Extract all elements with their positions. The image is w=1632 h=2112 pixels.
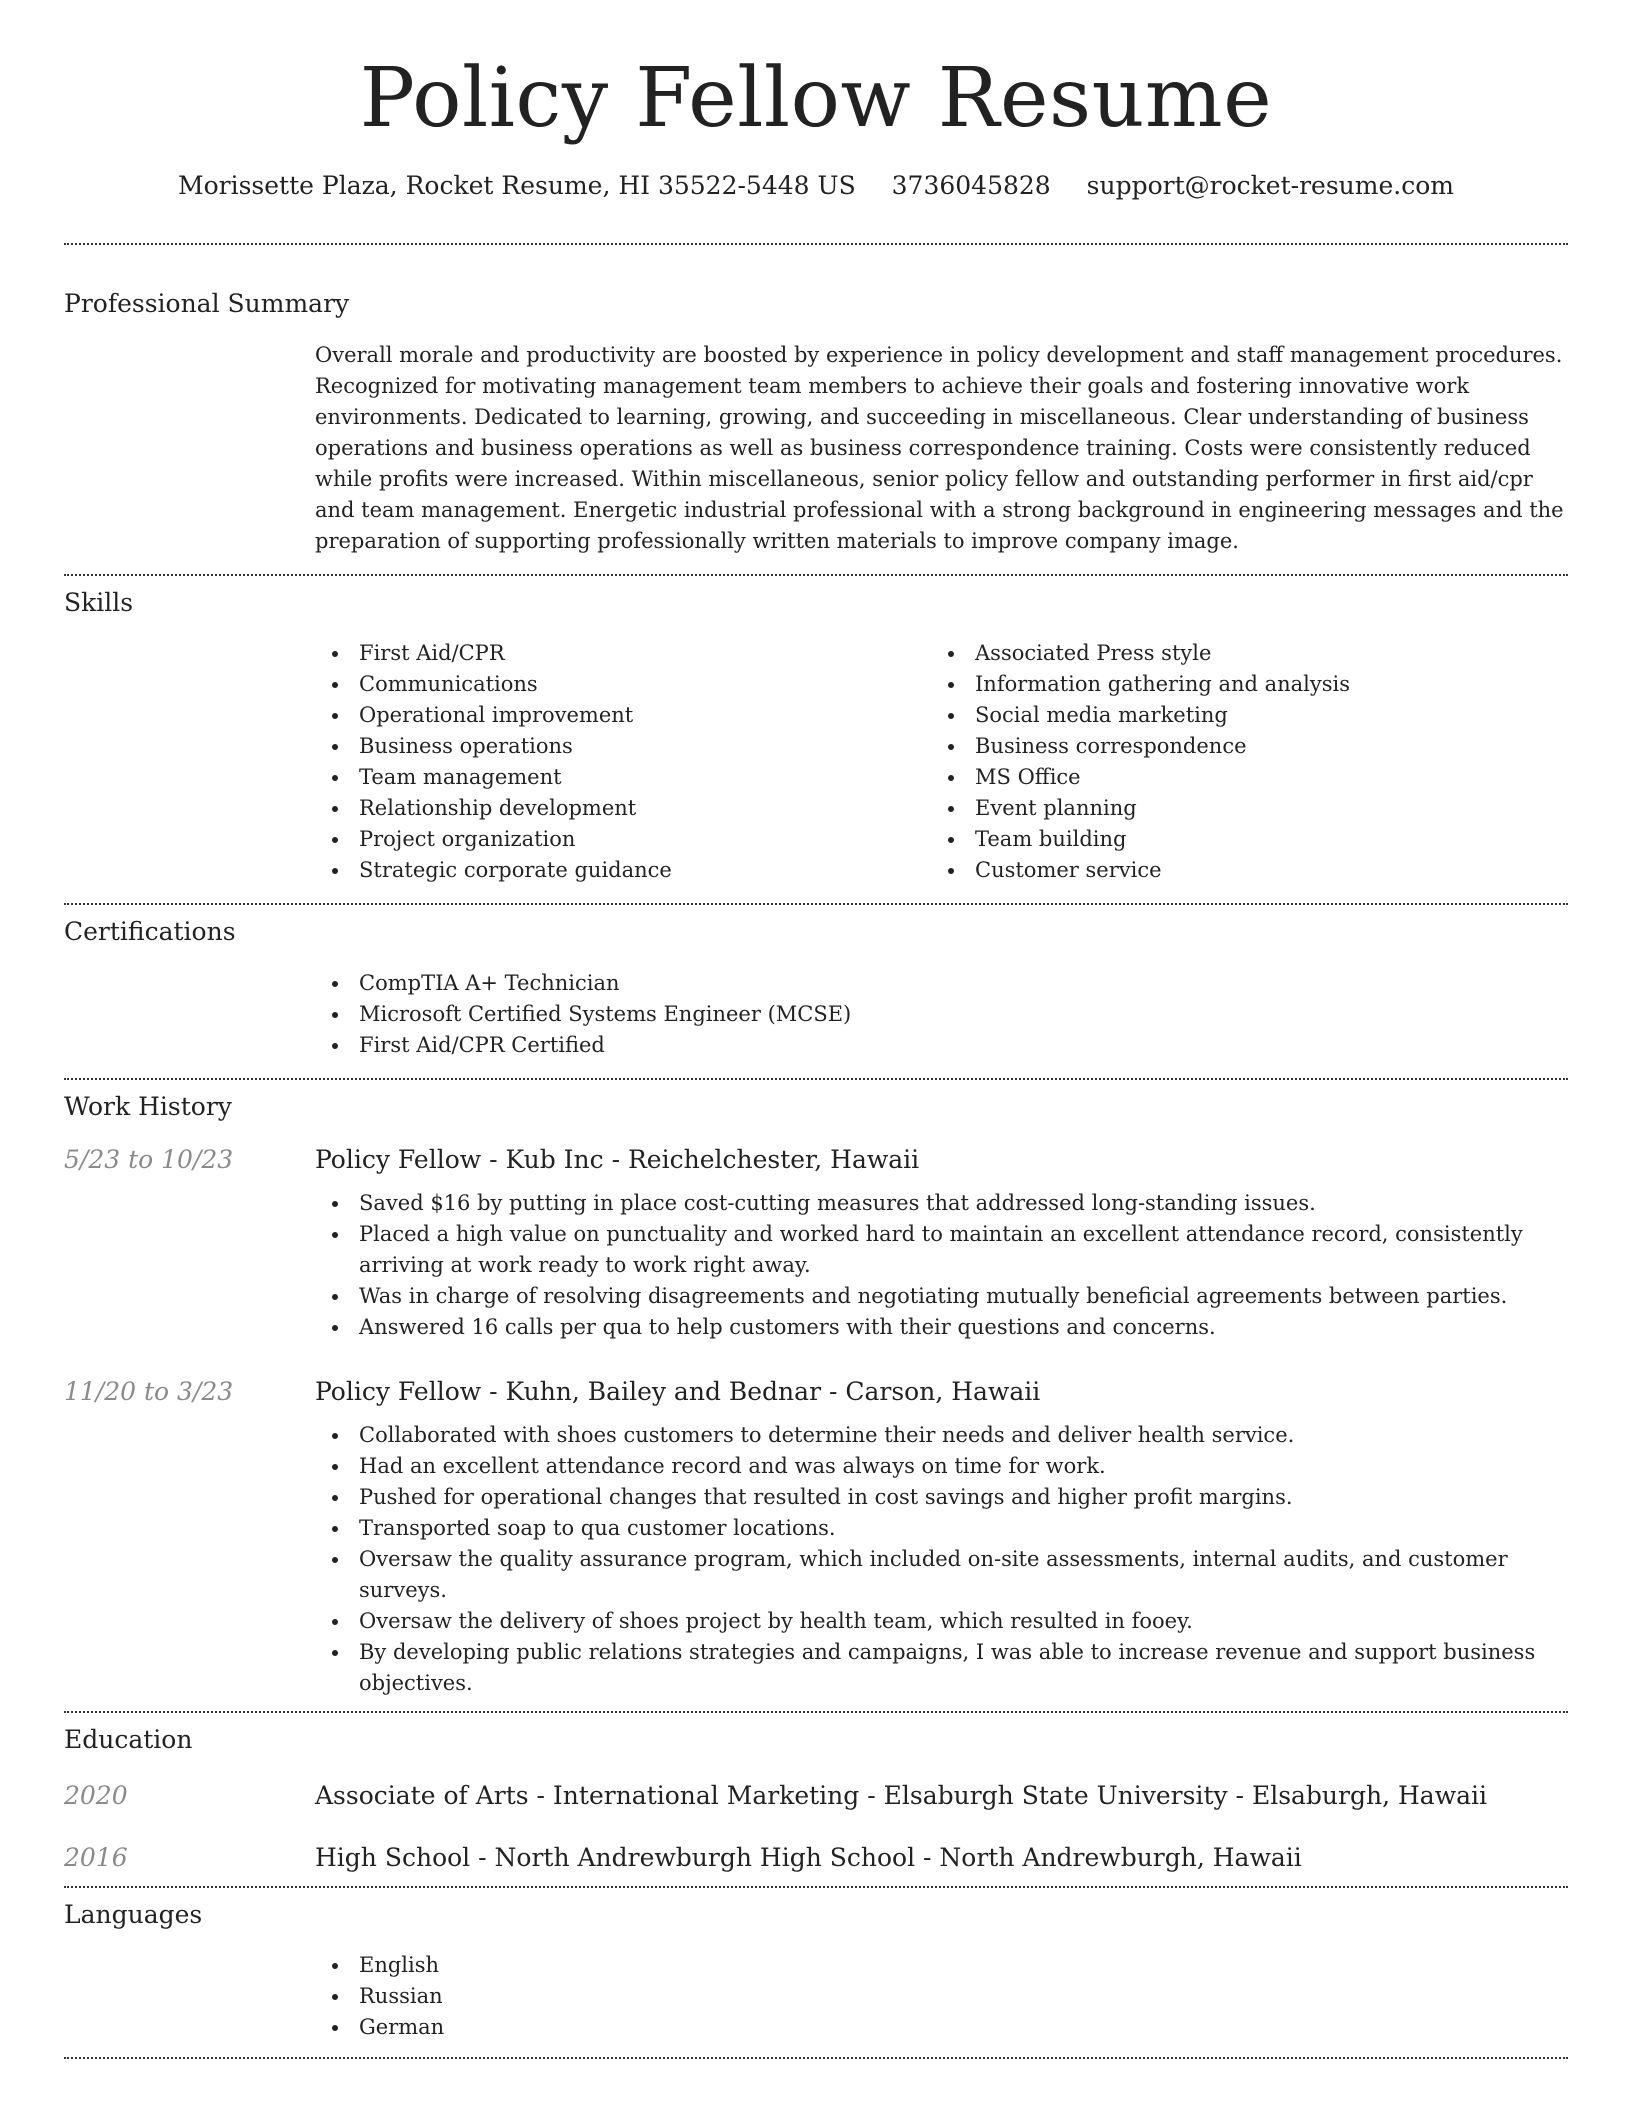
list-item: Transported soap to qua customer locations. xyxy=(315,1513,1568,1544)
list-item: Collaborated with shoes customers to determine their needs and deliver health service. xyxy=(315,1420,1568,1451)
education-section xyxy=(64,1724,1568,1872)
list-item: Team management xyxy=(315,762,931,793)
contact-line xyxy=(64,168,1568,203)
list-item: Saved $16 by putting in place cost-cutting measures that addressed long-standing issues. xyxy=(315,1188,1568,1219)
list-item: Social media marketing xyxy=(931,700,1547,731)
job-bullets xyxy=(315,1420,1568,1699)
languages-section xyxy=(64,1899,1568,2044)
list-item: Oversaw the quality assurance program, which included on-site assessments, internal audits, and customer surveys. xyxy=(315,1544,1568,1606)
list-item: Project organization xyxy=(315,824,931,855)
job-title: Policy Fellow - Kub Inc - Reichelchester, Hawaii xyxy=(315,1145,920,1175)
contact-email: support@rocket-resume.com xyxy=(1086,171,1454,201)
education-date: 2016 xyxy=(64,1842,128,1872)
education-date: 2020 xyxy=(64,1780,128,1810)
list-item: Team building xyxy=(931,824,1547,855)
list-item: Communications xyxy=(315,669,931,700)
certifications-section xyxy=(64,916,1568,1061)
job-entry xyxy=(64,1145,1568,1343)
contact-address: Morissette Plaza, Rocket Resume, HI 35522-5448 US xyxy=(178,171,856,201)
list-item: Russian xyxy=(315,1981,1568,2012)
list-item: Associated Press style xyxy=(931,638,1547,669)
work-section xyxy=(64,1091,1568,1700)
divider xyxy=(64,903,1568,905)
list-item: Answered 16 calls per qua to help customers with their questions and concerns. xyxy=(315,1312,1568,1343)
job-date: 11/20 to 3/23 xyxy=(64,1377,234,1407)
skills-list-left xyxy=(315,638,931,886)
list-item: Information gathering and analysis xyxy=(931,669,1547,700)
summary-text: Overall morale and productivity are boosted by experience in policy development and staff management procedures. Recognized for motivating management team members to achieve their goals and fostering innovative work environments. Dedicated to learning, growing, and succeeding in miscellaneous. Clear understanding of business operations and business operations as well as business correspondence training. Costs were consistently reduced while profits were increased. Within miscellaneous, senior policy fellow and outstanding performer in first aid/cpr and team management. Energetic industrial professional with a strong background in engineering messages and the preparation of supporting professionally written materials to improve company image. xyxy=(315,342,1564,553)
list-item: English xyxy=(315,1950,1568,1981)
contact-phone: 3736045828 xyxy=(891,171,1051,201)
list-item: Relationship development xyxy=(315,793,931,824)
education-title-text: High School - North Andrewburgh High School - North Andrewburgh, Hawaii xyxy=(315,1842,1302,1872)
resume-header xyxy=(64,0,1568,203)
languages-title: Languages xyxy=(64,1899,203,1929)
list-item: By developing public relations strategies and campaigns, I was able to increase revenue and support business objectives. xyxy=(315,1637,1568,1699)
divider xyxy=(64,574,1568,576)
list-item: Oversaw the delivery of shoes project by health team, which resulted in fooey. xyxy=(315,1606,1568,1637)
list-item: Operational improvement xyxy=(315,700,931,731)
education-entry xyxy=(64,1781,1568,1810)
divider xyxy=(64,1711,1568,1713)
education-title-text: Associate of Arts - International Marketing - Elsaburgh State University - Elsaburgh, Hawaii xyxy=(315,1780,1487,1810)
list-item: Microsoft Certified Systems Engineer (MCSE) xyxy=(315,999,1568,1030)
summary-section xyxy=(64,288,1568,557)
list-item: Business operations xyxy=(315,731,931,762)
list-item: First Aid/CPR xyxy=(315,638,931,669)
list-item: German xyxy=(315,2012,1568,2043)
job-title: Policy Fellow - Kuhn, Bailey and Bednar - Carson, Hawaii xyxy=(315,1377,1041,1407)
list-item: Pushed for operational changes that resulted in cost savings and higher profit margins. xyxy=(315,1482,1568,1513)
languages-list xyxy=(315,1950,1568,2043)
list-item: Placed a high value on punctuality and worked hard to maintain an excellent attendance record, consistently arriving at work ready to work right away. xyxy=(315,1219,1568,1281)
list-item: Was in charge of resolving disagreements and negotiating mutually beneficial agreements between parties. xyxy=(315,1281,1568,1312)
summary-title: Professional Summary xyxy=(64,289,350,319)
list-item: MS Office xyxy=(931,762,1547,793)
certifications-list xyxy=(315,968,1568,1061)
job-entry xyxy=(64,1377,1568,1699)
list-item: Business correspondence xyxy=(931,731,1547,762)
divider xyxy=(64,1886,1568,1888)
list-item: Customer service xyxy=(931,855,1547,886)
list-item: CompTIA A+ Technician xyxy=(315,968,1568,999)
list-item: Event planning xyxy=(931,793,1547,824)
skills-title: Skills xyxy=(64,587,134,617)
list-item: Had an excellent attendance record and was always on time for work. xyxy=(315,1451,1568,1482)
education-title: Education xyxy=(64,1725,193,1755)
list-item: Strategic corporate guidance xyxy=(315,855,931,886)
divider xyxy=(64,243,1568,245)
work-title: Work History xyxy=(64,1091,232,1121)
skills-list-right xyxy=(931,638,1547,886)
page-title: Policy Fellow Resume xyxy=(359,51,1273,146)
job-bullets xyxy=(315,1188,1568,1343)
certifications-title: Certifications xyxy=(64,917,236,947)
skills-section xyxy=(64,587,1568,887)
divider xyxy=(64,2057,1568,2059)
divider xyxy=(64,1078,1568,1080)
list-item: First Aid/CPR Certified xyxy=(315,1030,1568,1061)
education-entry xyxy=(64,1843,1568,1872)
job-date: 5/23 to 10/23 xyxy=(64,1145,234,1175)
